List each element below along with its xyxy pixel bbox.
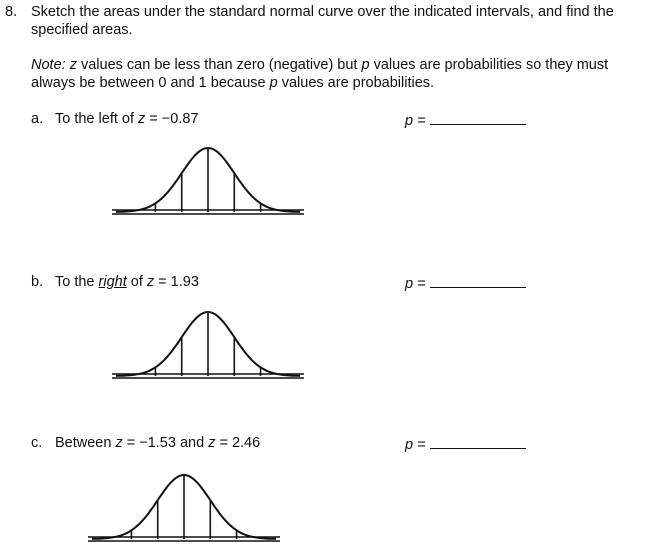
part-a-prompt: To the left of z = −0.87 [55, 111, 199, 127]
question-text-line2: specified areas. [31, 22, 133, 38]
normal-curve-c [88, 471, 280, 545]
normal-curve-a [112, 144, 304, 218]
part-b-answer[interactable]: p = [405, 273, 526, 294]
normal-curve-b [112, 308, 304, 382]
part-c-letter: c. [31, 435, 43, 451]
answer-blank[interactable] [430, 434, 526, 449]
part-b-prompt: To the right of z = 1.93 [55, 274, 199, 290]
answer-blank[interactable] [430, 110, 526, 125]
part-b-letter: b. [31, 274, 44, 290]
question-text-line1: Sketch the areas under the standard normal curve over the indicated intervals, and find the [31, 4, 614, 20]
note-line2: always be between 0 and 1 because p values are probabilities. [31, 75, 435, 91]
part-c-answer[interactable]: p = [405, 434, 526, 455]
question-number: 8. [5, 4, 18, 20]
part-c-prompt: Between z = −1.53 and z = 2.46 [55, 435, 261, 451]
note-line1: Note: z values can be less than zero (negative) but p values are probabilities so they must [31, 57, 609, 73]
answer-blank[interactable] [430, 273, 526, 288]
part-a-letter: a. [31, 111, 44, 127]
part-a-answer[interactable]: p = [405, 110, 526, 131]
